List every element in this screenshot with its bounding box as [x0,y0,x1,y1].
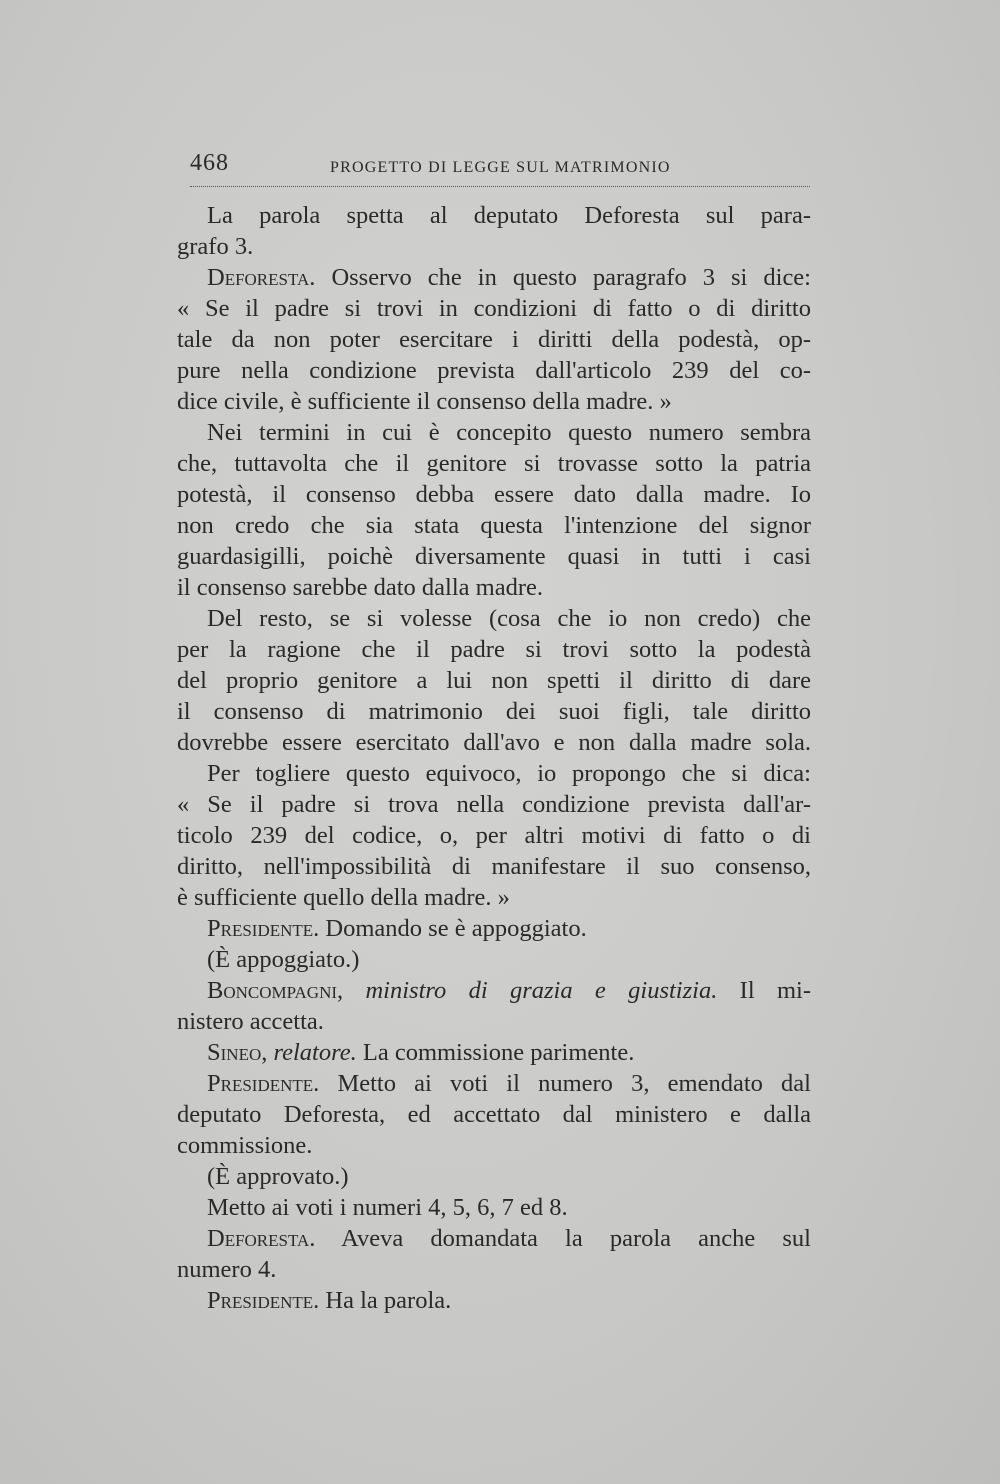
speaker-name: Boncompagni, [207,977,344,1004]
text-line [177,1006,811,1037]
text-line [177,1037,811,1068]
line-text: per la ragione che il padre si trovi sotto la podestà [177,636,811,663]
text-line [177,479,811,510]
line-text: dice civile, è sufficiente il consenso della madre. » [177,388,672,415]
line-text: è sufficiente quello della madre. » [177,884,510,911]
page-header [190,150,810,190]
text-line [177,913,811,944]
line-text: che, tuttavolta che il genitore si trovasse sotto la patria [177,450,811,477]
text-line [177,231,811,262]
line-text: Metto ai voti i numeri 4, 5, 6, 7 ed 8. [207,1194,568,1221]
line-text: nistero accetta. [177,1008,324,1035]
line-text: tale da non poter esercitare i diritti della podestà, op- [177,326,811,353]
speaker-name: Sineo, [207,1039,268,1066]
line-text: deputato Deforesta, ed accettato dal ministero e dalla [177,1101,811,1128]
text-line [177,975,811,1006]
text-line [177,820,811,851]
line-text: pure nella condizione prevista dall'articolo 239 del co- [177,357,811,384]
line-text: (È appoggiato.) [207,946,360,973]
line-text: grafo 3. [177,233,254,260]
line-text: del proprio genitore a lui non spetti il diritto di dare [177,667,811,694]
text-line [177,882,811,913]
text-line [177,758,811,789]
text-line [177,572,811,603]
line-text: Metto ai voti il numero 3, emendato dal [319,1070,811,1097]
text-line [177,1161,811,1192]
line-text: potestà, il consenso debba essere dato dalla madre. Io [177,481,811,508]
line-text: ticolo 239 del codice, o, per altri motivi di fatto o di [177,822,811,849]
line-text: Del resto, se si volesse (cosa che io non credo) che [207,605,811,632]
line-text: Nei termini in cui è concepito questo numero sembra [207,419,811,446]
line-text: non credo che sia stata questa l'intenzione del signor [177,512,811,539]
running-title: PROGETTO DI LEGGE SUL MATRIMONIO [330,159,671,176]
line-text: Osservo che in questo paragrafo 3 si dice: [315,264,811,291]
line-text: Per togliere questo equivoco, io propongo che si dica: [207,760,811,787]
speaker-role: ministro di grazia e giustizia. [343,977,718,1004]
speaker-name: Presidente. [207,1287,320,1314]
text-line [177,541,811,572]
text-line [177,1099,811,1130]
speaker-role: relatore. [267,1039,357,1066]
speaker-name: Presidente. [207,1070,320,1097]
text-line [177,200,811,231]
line-text: numero 4. [177,1256,277,1283]
line-text: « Se il padre si trovi in condizioni di fatto o di diritto [177,295,811,322]
text-line [177,1130,811,1161]
text-line [177,603,811,634]
line-text: « Se il padre si trova nella condizione prevista dall'ar- [177,791,811,818]
text-line [177,727,811,758]
line-text: guardasigilli, poichè diversamente quasi in tutti i casi [177,543,811,570]
speaker-name: Presidente. [207,915,320,942]
text-line [177,510,811,541]
text-line [177,1068,811,1099]
text-line [177,634,811,665]
line-text: il consenso sarebbe dato dalla madre. [177,574,544,601]
text-line [177,851,811,882]
text-line [177,448,811,479]
line-text: diritto, nell'impossibilità di manifestare il suo consenso, [177,853,811,880]
page-body [177,200,811,1316]
speaker-name: Deforesta. [207,264,316,291]
text-line [177,1285,811,1316]
text-line [177,417,811,448]
text-line [177,262,811,293]
text-line [177,789,811,820]
line-text: Domando se è appoggiato. [319,915,587,942]
speaker-name: Deforesta. [207,1225,316,1252]
line-text: Ha la parola. [319,1287,452,1314]
text-line [177,944,811,975]
text-line [177,324,811,355]
text-line [177,1192,811,1223]
text-line [177,696,811,727]
text-line [177,386,811,417]
line-text: dovrebbe essere esercitato dall'avo e non dalla madre sola. [177,729,811,756]
text-line [177,293,811,324]
line-text: La parola spetta al deputato Deforesta sul para- [207,202,811,229]
line-text: commissione. [177,1132,313,1159]
text-line [177,355,811,386]
line-text: (È approvato.) [207,1163,349,1190]
line-text: il consenso di matrimonio dei suoi figli, tale diritto [177,698,811,725]
line-text: La commissione parimente. [356,1039,635,1066]
page-number: 468 [190,150,229,176]
text-line [177,665,811,696]
line-text: Aveva domandata la parola anche sul [315,1225,811,1252]
text-line [177,1254,811,1285]
text-line [177,1223,811,1254]
line-text: Il mi- [717,977,811,1004]
header-rule [190,186,810,187]
